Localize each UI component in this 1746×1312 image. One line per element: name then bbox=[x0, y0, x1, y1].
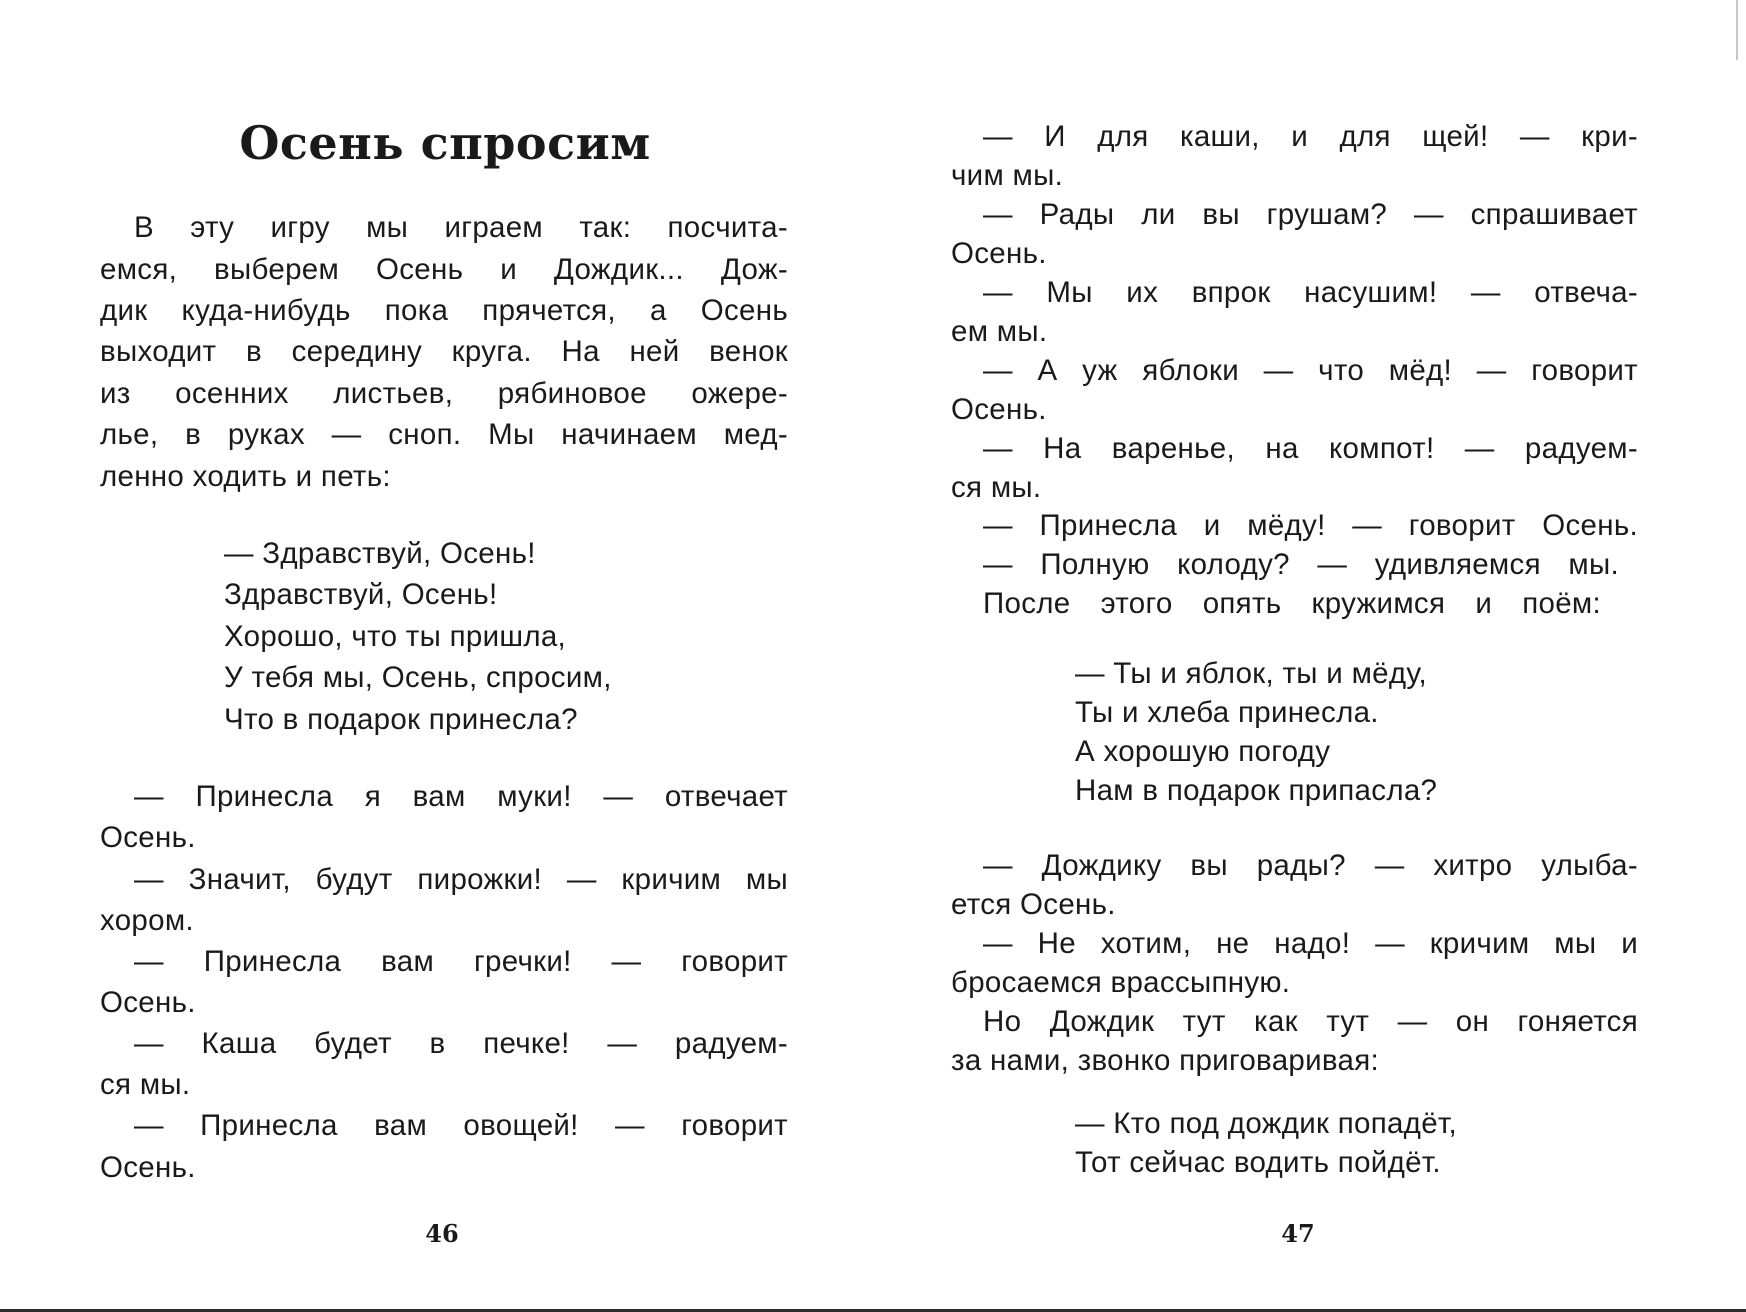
dialogue-line: бросаемся врассыпную. bbox=[951, 966, 1291, 999]
intro-line: выходит в середину круга. На ней венок bbox=[100, 335, 788, 368]
intro-line: ленно ходить и петь: bbox=[100, 460, 391, 493]
verse-line: У тебя мы, Осень, спросим, bbox=[224, 661, 612, 694]
verse-line: — Ты и яблок, ты и мёду, bbox=[1075, 657, 1427, 690]
dialogue-line: — А уж яблоки — что мёд! — говорит bbox=[983, 354, 1638, 387]
dialogue-line: ся мы. bbox=[951, 471, 1042, 504]
verse-line: Тот сейчас водить пойдёт. bbox=[1075, 1146, 1441, 1179]
page-edge-mark bbox=[1736, 0, 1738, 60]
dialogue-line: — Мы их впрок насушим! — отвеча- bbox=[983, 276, 1638, 309]
verse-line: Здравствуй, Осень! bbox=[224, 578, 498, 611]
dialogue-line: чим мы. bbox=[951, 159, 1064, 192]
dialogue-line: Осень. bbox=[100, 986, 196, 1019]
dialogue-line: — Значит, будут пирожки! — кричим мы bbox=[134, 863, 788, 896]
verse-line: Ты и хлеба принесла. bbox=[1075, 696, 1379, 729]
dialogue-line: — На варенье, на компот! — радуем- bbox=[983, 432, 1638, 465]
dialogue-line: — Принесла вам овощей! — говорит bbox=[134, 1109, 788, 1142]
intro-line: из осенних листьев, рябиновое ожере- bbox=[100, 377, 788, 410]
verse-line: — Здравствуй, Осень! bbox=[224, 537, 536, 570]
right-page bbox=[951, 0, 1639, 1312]
page-number-right: 47 bbox=[1281, 1219, 1315, 1248]
dialogue-line: — Каша будет в печке! — радуем- bbox=[134, 1027, 788, 1060]
dialogue-line: — Не хотим, не надо! — кричим мы и bbox=[983, 927, 1638, 960]
intro-line: емся, выберем Осень и Дождик... Дож- bbox=[100, 253, 788, 286]
dialogue-line: — Полную колоду? — удивляемся мы. bbox=[983, 548, 1619, 581]
dialogue-line: — Принесла вам гречки! — говорит bbox=[134, 945, 788, 978]
verse-line: Хорошо, что ты пришла, bbox=[224, 620, 567, 653]
intro-line: дик куда-нибудь пока прячется, а Осень bbox=[100, 294, 788, 327]
left-page bbox=[100, 0, 790, 1312]
dialogue-line: — Принесла и мёду! — говорит Осень. bbox=[983, 509, 1638, 542]
dialogue-line: Осень. bbox=[951, 393, 1047, 426]
intro-line: В эту игру мы играем так: посчита- bbox=[134, 211, 788, 244]
dialogue-line: хором. bbox=[100, 904, 194, 937]
intro-line: лье, в руках — сноп. Мы начинаем мед- bbox=[100, 418, 788, 451]
dialogue-line: Осень. bbox=[951, 237, 1047, 270]
story-title: Осень спросим bbox=[239, 116, 651, 170]
dialogue-line: ся мы. bbox=[100, 1068, 191, 1101]
dialogue-line: ется Осень. bbox=[951, 888, 1116, 921]
dialogue-line: Осень. bbox=[100, 1151, 196, 1184]
page-number-left: 46 bbox=[425, 1219, 459, 1248]
dialogue-line: — Дождику вы рады? — хитро улыба- bbox=[983, 849, 1638, 882]
dialogue-line: — И для каши, и для щей! — кри- bbox=[983, 120, 1638, 153]
verse-line: А хорошую погоду bbox=[1075, 735, 1331, 768]
verse-line: Что в подарок принесла? bbox=[224, 703, 578, 736]
dialogue-line: Но Дождик тут как тут — он гоняется bbox=[983, 1005, 1638, 1038]
verse-line: Нам в подарок припасла? bbox=[1075, 774, 1438, 807]
dialogue-line: за нами, звонко приговаривая: bbox=[951, 1044, 1380, 1077]
verse-line: — Кто под дождик попадёт, bbox=[1075, 1107, 1457, 1140]
dialogue-line: — Рады ли вы грушам? — спрашивает bbox=[983, 198, 1638, 231]
dialogue-line: — Принесла я вам муки! — отвечает bbox=[134, 780, 788, 813]
dialogue-line: Осень. bbox=[100, 821, 196, 854]
dialogue-line: После этого опять кружимся и поём: bbox=[983, 587, 1601, 620]
dialogue-line: ем мы. bbox=[951, 315, 1048, 348]
